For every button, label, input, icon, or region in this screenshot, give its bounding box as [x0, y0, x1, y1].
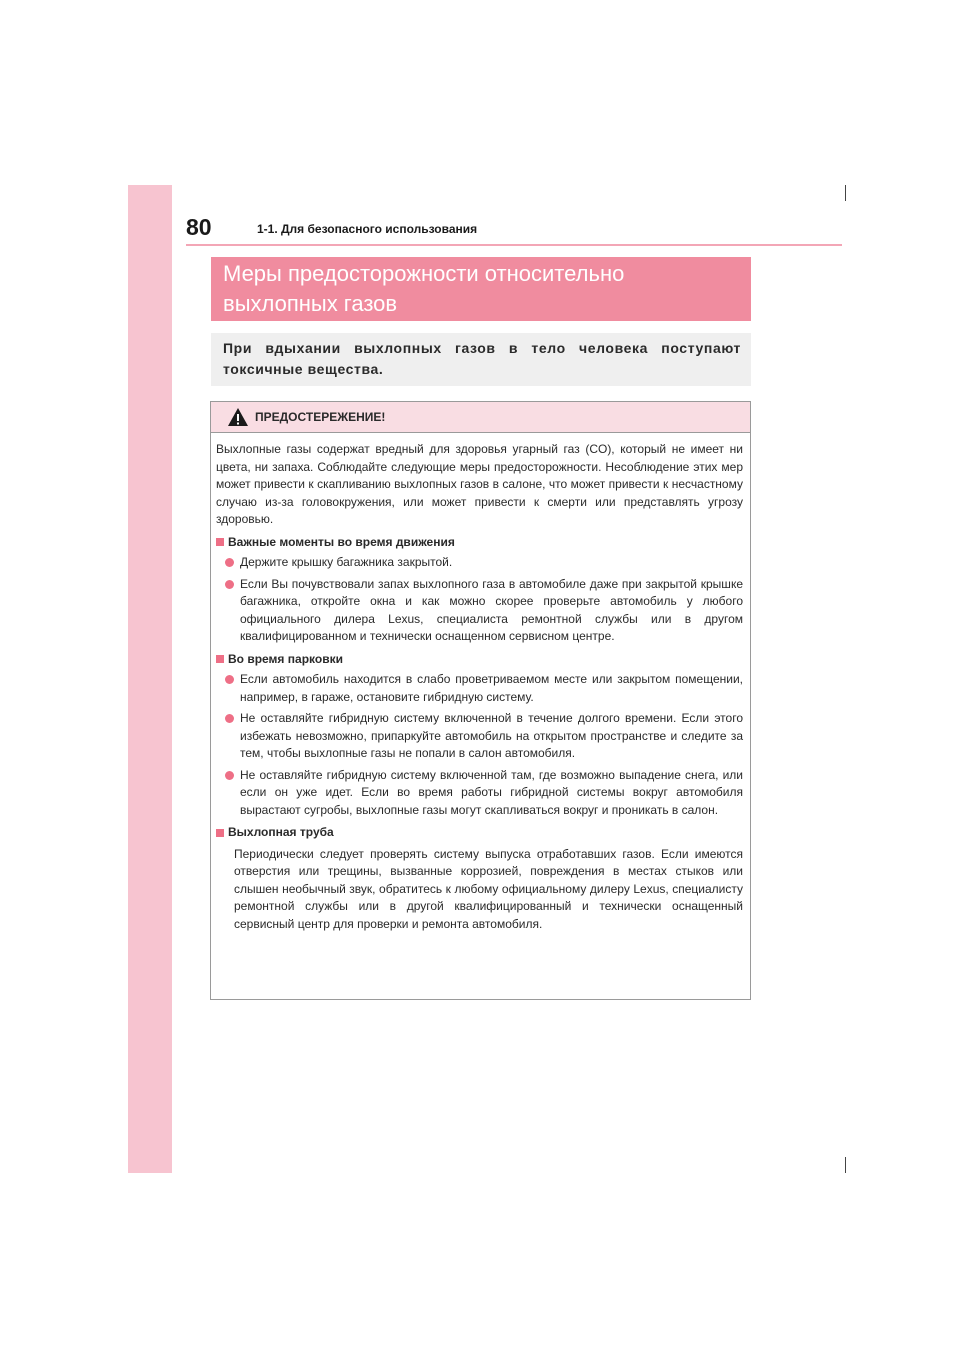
square-bullet-icon [216, 829, 224, 837]
list-item [225, 554, 743, 572]
subsection-title: Выхлопная труба [228, 825, 334, 839]
list-item [225, 576, 743, 646]
list-item-text: Если автомобиль находится в слабо проветриваемом месте или закрытом помещении, например, в гараже, остановите гибридную систему. [240, 672, 743, 704]
circle-bullet-icon [225, 771, 234, 780]
crop-mark-bottom [845, 1157, 846, 1173]
list-item-text: Держите крышку багажника закрытой. [240, 555, 453, 569]
list-item-text: Не оставляйте гибридную систему включенной там, где возможно выпадение снега, или если он уже идет. Если во время работы гибридной системы вокруг автомобиля вырастают сугробы, выхлопные газы могут скапливаться вокруг и проникать в салон. [240, 767, 743, 817]
list-item-text: Не оставляйте гибридную систему включенной в течение долгого времени. Если этого избежать невозможно, припаркуйте автомобиль на открытом пространстве и следите за тем, чтобы выхлопные газы не попали в салон автомобиля. [240, 711, 743, 760]
list-item [225, 671, 743, 706]
warning-body [211, 433, 750, 933]
square-bullet-icon [216, 655, 224, 663]
subsection-heading [216, 534, 743, 552]
section-color-band [128, 185, 172, 1173]
topic-heading-line-2: выхлопных газов [223, 291, 398, 316]
section-title: 1-1. Для безопасного использования [257, 222, 478, 236]
header-divider [186, 244, 842, 246]
circle-bullet-icon [225, 714, 234, 723]
topic-heading-line-1: Меры предосторожности относительно [223, 261, 625, 286]
summary-text: При вдыхании выхлопных газов в тело человека поступают токсичные вещества. [223, 340, 741, 377]
square-bullet-icon [216, 538, 224, 546]
list-item-text: Если Вы почувствовали запах выхлопного газа в автомобиле даже при закрытой крышке багажника, откройте окна и как можно скорее проверьте автомобиль у любого официального дилера Lexus, специалиста ремонтной службы или в другом квалифицированном и технически оснащенном сервисном центре. [240, 576, 743, 643]
crop-mark-top [845, 185, 846, 201]
list-item [225, 767, 743, 820]
subsection-title: Во время парковки [228, 651, 343, 666]
subsection-heading [216, 651, 743, 669]
subsection-title: Важные моменты во время движения [228, 534, 455, 549]
warning-triangle-icon [227, 407, 249, 427]
circle-bullet-icon [225, 675, 234, 684]
topic-heading [211, 257, 751, 321]
list-item [225, 710, 743, 763]
warning-title: ПРЕДОСТЕРЕЖЕНИЕ! [255, 410, 386, 424]
page-number: 80 [186, 214, 212, 240]
exhaust-pipe-text: Периодически следует проверять систему выпуска отработавших газов. Если имеются отверстия или трещины, вызванные коррозией, повреждения в местах стыков или слышен необычный звук, обратитесь к любому официальному дилеру Lexus, специалисту ремонтной службы или в другой квалифицированный и технически оснащенный сервисный центр для проверки и ремонта автомобиля. [234, 846, 743, 931]
subsection-heading [216, 824, 743, 842]
warning-intro: Выхлопные газы содержат вредный для здоровья угарный газ (CO), который не имеет ни цвета, ни запаха. Соблюдайте следующие меры предосторожности. Несоблюдение этих мер может привести к скапливанию выхлопных газов в салоне, что может привести к несчастному случаю из-за головокружения, или может привести к смерти или представлять угрозу здоровью. [216, 442, 743, 526]
circle-bullet-icon [225, 580, 234, 589]
circle-bullet-icon [225, 558, 234, 567]
warning-header [211, 402, 750, 433]
summary-box [211, 333, 751, 386]
warning-box [210, 401, 751, 1000]
